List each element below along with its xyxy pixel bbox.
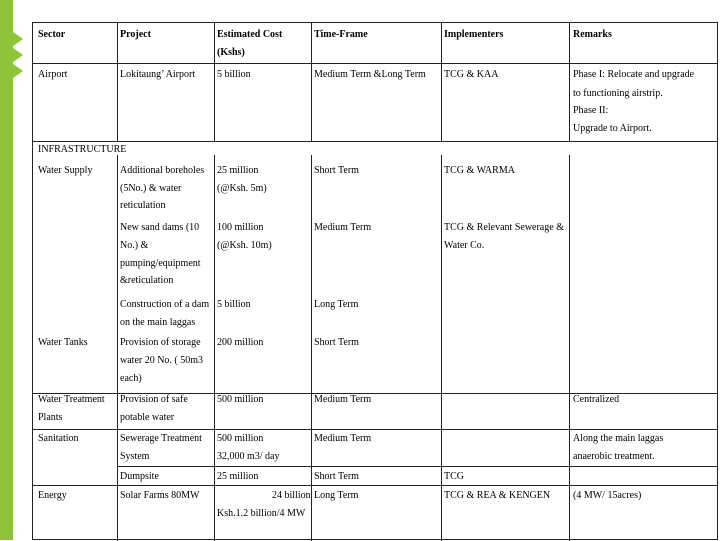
col-divider	[569, 23, 570, 141]
col-divider	[441, 23, 442, 141]
airport-time: Medium Term &Long Term	[314, 69, 426, 80]
energy-time: Long Term	[314, 490, 359, 501]
header-sector: Sector	[38, 29, 66, 40]
col-divider	[214, 23, 215, 141]
water-treatment-project-line: potable water	[120, 412, 175, 423]
water-treatment-sector-line: Water Treatment	[38, 394, 105, 405]
energy-cost-line: 24 billion	[272, 490, 311, 501]
water-supply-implementers: TCG & WARMA	[444, 165, 515, 176]
col-divider	[214, 155, 215, 541]
sand-dams-cost-line: 100 million	[217, 222, 264, 233]
col-divider	[569, 155, 570, 541]
water-supply-sector: Water Supply	[38, 165, 93, 176]
airport-cost: 5 billion	[217, 69, 251, 80]
water-treatment-time: Medium Term	[314, 394, 372, 405]
sand-dams-cost-line: (@Ksh. 10m)	[217, 240, 272, 251]
sand-dams-project-line: &reticulation	[120, 275, 174, 286]
sand-dams-implementers-line: TCG & Relevant Sewerage &	[444, 222, 564, 233]
row-divider	[33, 141, 717, 142]
dumpsite-implementers: TCG	[444, 471, 464, 482]
col-divider	[117, 155, 118, 541]
airport-remarks-line: Upgrade to Airport.	[573, 123, 652, 134]
water-tanks-cost: 200 million	[217, 337, 264, 348]
water-supply-cost-line: 25 million	[217, 165, 259, 176]
col-divider	[441, 155, 442, 541]
sewerage-cost-line: 32,000 m3/ day	[217, 451, 280, 462]
energy-implementers: TCG & REA & KENGEN	[444, 490, 551, 501]
sand-dams-implementers-line: Water Co.	[444, 240, 485, 251]
dam-cost: 5 billion	[217, 299, 251, 310]
water-treatment-cost: 500 million	[217, 394, 264, 405]
water-treatment-project-line: Provision of safe	[120, 394, 188, 405]
sewerage-remarks-line: Along the main laggas	[573, 433, 664, 444]
bullet-arrow-icon	[13, 32, 23, 46]
water-tanks-time: Short Term	[314, 337, 359, 348]
row-divider	[33, 63, 717, 64]
sand-dams-project-line: No.) &	[120, 240, 149, 251]
sewerage-time: Medium Term	[314, 433, 372, 444]
header-estimated-cost: Estimated Cost	[217, 29, 283, 40]
energy-project: Solar Farms 80MW	[120, 490, 200, 501]
airport-implementers: TCG & KAA	[444, 69, 499, 80]
sewerage-remarks-line: anaerobic treatment.	[573, 451, 655, 462]
sewerage-project-line: Sewerage Treatment	[120, 433, 202, 444]
sewerage-cost-line: 500 million	[217, 433, 264, 444]
col-divider	[311, 23, 312, 141]
dam-project-line: Construction of a dam	[120, 299, 210, 310]
col-divider	[117, 23, 118, 141]
airport-remarks-line: Phase I: Relocate and upgrade	[573, 69, 695, 80]
sewerage-project-line: System	[120, 451, 150, 462]
water-tanks-project-line: each)	[120, 373, 142, 384]
header-remarks: Remarks	[573, 29, 612, 40]
dumpsite-project: Dumpsite	[120, 471, 159, 482]
dumpsite-time: Short Term	[314, 471, 359, 482]
dam-project-line: on the main laggas	[120, 317, 196, 328]
water-tanks-project-line: water 20 No. ( 50m3	[120, 355, 204, 366]
bullet-arrow-icon	[13, 48, 23, 62]
energy-sector: Energy	[38, 490, 67, 501]
header-time-frame: Time-Frame	[314, 29, 368, 40]
header-implementers: Implementers	[444, 29, 504, 40]
airport-project: Lokitaung’ Airport	[120, 69, 196, 80]
water-tanks-project-line: Provision of storage	[120, 337, 201, 348]
water-treatment-remarks: Centralized	[573, 394, 620, 405]
header-cost-unit: (Kshs)	[217, 47, 245, 58]
section-label-infrastructure: INFRASTRUCTURE	[38, 144, 127, 155]
water-supply-project-line: (5No.) & water	[120, 183, 182, 194]
airport-remarks-line: Phase II:	[573, 105, 609, 116]
water-tanks-sector: Water Tanks	[38, 337, 88, 348]
water-supply-time: Short Term	[314, 165, 359, 176]
sand-dams-project-line: New sand dams (10	[120, 222, 200, 233]
sand-dams-time: Medium Term	[314, 222, 372, 233]
col-divider	[311, 155, 312, 541]
dumpsite-cost: 25 million	[217, 471, 259, 482]
sanitation-sector: Sanitation	[38, 433, 79, 444]
accent-bar	[0, 0, 13, 540]
dam-time: Long Term	[314, 299, 359, 310]
bullet-arrow-icon	[13, 64, 23, 78]
water-supply-project-line: reticulation	[120, 200, 166, 211]
water-treatment-sector-line: Plants	[38, 412, 63, 423]
sand-dams-project-line: pumping/equipment	[120, 258, 201, 269]
row-divider	[117, 466, 717, 467]
water-supply-cost-line: (@Ksh. 5m)	[217, 183, 267, 194]
energy-cost-line: Ksh.1.2 billion/4 MW	[217, 508, 306, 519]
water-supply-project-line: Additional boreholes	[120, 165, 205, 176]
airport-sector: Airport	[38, 69, 68, 80]
airport-remarks-line: to functioning airstrip.	[573, 88, 663, 99]
header-project: Project	[120, 29, 151, 40]
energy-remarks: (4 MW/ 15acres)	[573, 490, 642, 501]
